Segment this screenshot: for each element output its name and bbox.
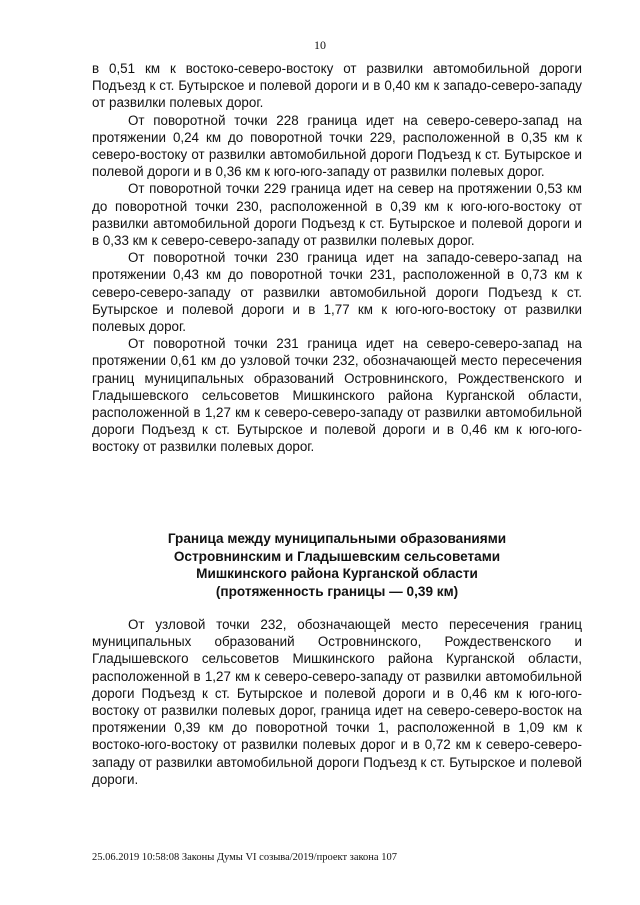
- paragraph-point-228: От поворотной точки 228 граница идет на северо-северо-запад на протяжении 0,24 км до поворотной точки 229, расположенной в 0,35 км к северо-востоку от развилки автомобильной дороги Подъезд к ст. Бутырское и полевой дороги и в 0,36 км к юго-юго-западу от развилки полевых дорог.: [92, 112, 582, 180]
- section-title-line: Граница между муниципальными образованиями: [167, 531, 507, 546]
- section-body: [92, 616, 582, 788]
- paragraph-point-231: От поворотной точки 231 граница идет на северо-северо-запад на протяжении 0,61 км до узловой точки 232, обозначающей место пересечения границ муниципальных образований Островнинского, Рождественского и Гладышевского сельсоветов Мишкинского района Курганской области, расположенной в 1,27 км к северо-северо-западу от развилки автомобильной дороги Подъезд к ст. Бутырское и полевой дороги и в 0,46 км к юго-юго-востоку от развилки полевых дорог.: [92, 336, 582, 455]
- section-paragraph: От узловой точки 232, обозначающей место пересечения границ муниципальных образований Островнинского, Рождественского и Гладышевского сельсоветов Мишкинского района Курганской области, расположенной в 1,27 км к северо-северо-западу от развилки автомобильной дороги Подъезд к ст. Бутырское и полевой дороги и в 0,46 км к юго-юго-востоку от развилки полевых дорог, граница идет на северо-северо-восток на протяжении 0,39 км до поворотной точки 1, расположенной в 1,09 км к востоко-юго-востоку от развилки полевых дорог и в 0,72 км к северо-северо-западу от развилки автомобильной дороги Подъезд к ст. Бутырское и полевой дороги.: [92, 617, 582, 787]
- section-title-line: Островнинским и Гладышевским сельсоветами: [173, 548, 501, 564]
- page-number: 10: [314, 38, 326, 52]
- paragraph-continuation: в 0,51 км к востоко-северо-востоку от развилки автомобильной дороги Подъезд к ст. Бутырское и полевой дороги и в 0,40 км к западо-северо-западу от развилки полевых дорог.: [92, 61, 582, 111]
- footer-meta: 25.06.2019 10:58:08 Законы Думы VI созыва/2019/проект закона 107: [92, 852, 397, 863]
- paragraph-point-230: От поворотной точки 230 граница идет на западо-северо-запад на протяжении 0,43 км до поворотной точки 231, расположенной в 0,73 км к северо-северо-западу от развилки автомобильной дороги Подъезд к ст. Бутырское и полевой дороги и в 1,77 км к юго-юго-востоку от развилки полевых дорог.: [92, 250, 582, 335]
- section-title-line: (протяженность границы — 0,39 км): [215, 583, 459, 599]
- paragraph-point-229: От поворотной точки 229 граница идет на север на протяжении 0,53 км до поворотной точки 230, расположенной в 0,39 км к юго-юго-востоку от развилки автомобильной дороги Подъезд к ст. Бутырское и полевой дороги и в 0,33 км к северо-северо-западу от развилки полевых дорог.: [92, 181, 582, 249]
- section-title: [92, 530, 582, 600]
- section-title-line: Мишкинского района Курганской области: [196, 566, 478, 582]
- body-text: [92, 60, 582, 456]
